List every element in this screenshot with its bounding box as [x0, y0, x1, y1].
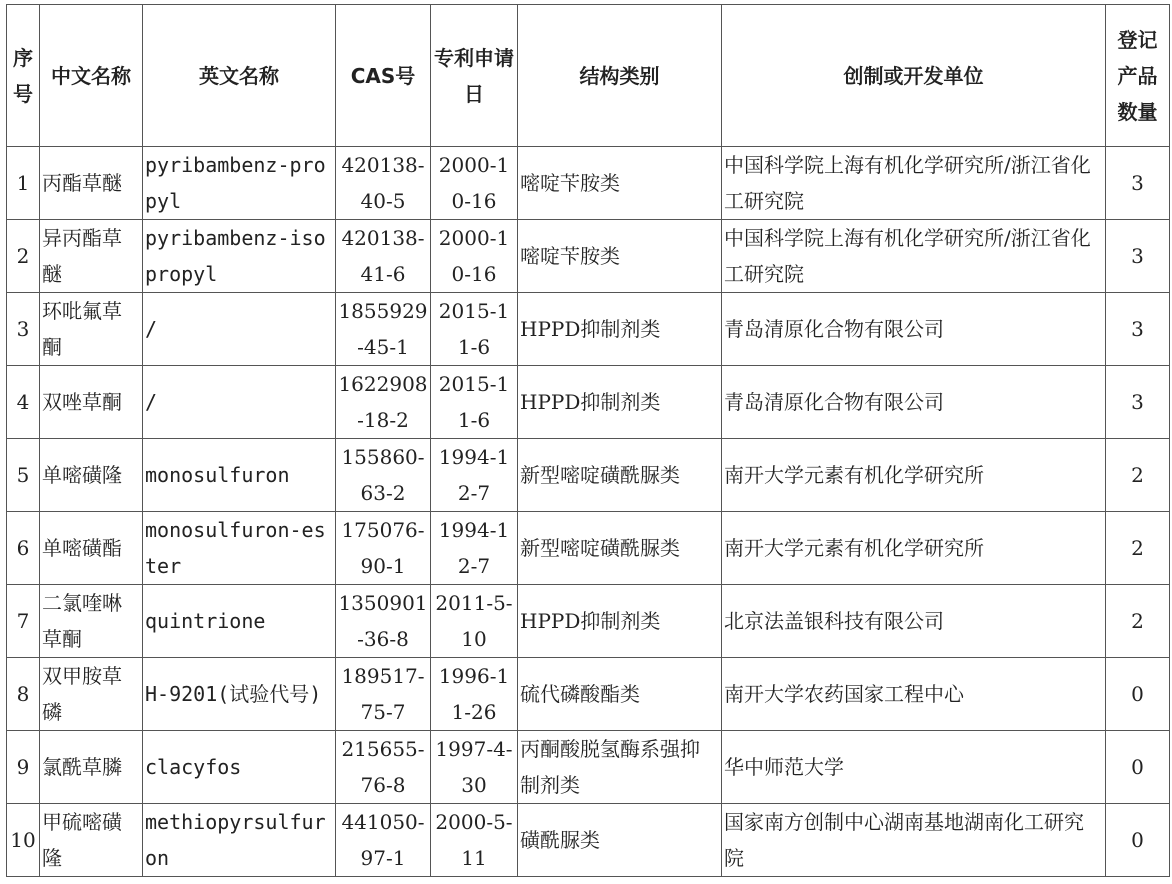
table-row: [7, 658, 1170, 731]
cell-patent-date: 1994-12-7: [431, 439, 518, 512]
table-row: [7, 293, 1170, 366]
cell-organization: 南开大学元素有机化学研究所: [722, 512, 1106, 585]
cell-cas: 441050-97-1: [336, 804, 431, 877]
cell-organization: 中国科学院上海有机化学研究所/浙江省化工研究院: [722, 220, 1106, 293]
table-body: [7, 147, 1170, 877]
cell-no: 4: [7, 366, 40, 439]
cell-no: 3: [7, 293, 40, 366]
cell-cn-name: 单嘧磺酯: [40, 512, 143, 585]
cell-patent-date: 2015-11-6: [431, 366, 518, 439]
cell-cas: 1855929-45-1: [336, 293, 431, 366]
cell-count: 3: [1106, 147, 1170, 220]
cell-count: 2: [1106, 585, 1170, 658]
cell-patent-date: 2011-5-10: [431, 585, 518, 658]
cell-organization: 青岛清原化合物有限公司: [722, 293, 1106, 366]
cell-organization: 中国科学院上海有机化学研究所/浙江省化工研究院: [722, 147, 1106, 220]
table-row: [7, 512, 1170, 585]
cell-patent-date: 1996-11-26: [431, 658, 518, 731]
cell-patent-date: 2000-10-16: [431, 147, 518, 220]
cell-cn-name: 二氯喹啉草酮: [40, 585, 143, 658]
cell-structure: HPPD抑制剂类: [518, 293, 722, 366]
cell-cn-name: 单嘧磺隆: [40, 439, 143, 512]
cell-count: 2: [1106, 439, 1170, 512]
cell-cn-name: 双唑草酮: [40, 366, 143, 439]
cell-patent-date: 1994-12-7: [431, 512, 518, 585]
cell-cas: 215655-76-8: [336, 731, 431, 804]
cell-structure: 嘧啶苄胺类: [518, 220, 722, 293]
cell-en-name: /: [143, 366, 336, 439]
cell-no: 7: [7, 585, 40, 658]
cell-en-name: clacyfos: [143, 731, 336, 804]
cell-organization: 青岛清原化合物有限公司: [722, 366, 1106, 439]
cell-cas: 1622908-18-2: [336, 366, 431, 439]
cell-patent-date: 2015-11-6: [431, 293, 518, 366]
cell-organization: 国家南方创制中心湖南基地湖南化工研究院: [722, 804, 1106, 877]
cell-patent-date: 2000-10-16: [431, 220, 518, 293]
cell-cas: 420138-40-5: [336, 147, 431, 220]
cell-structure: 硫代磷酸酯类: [518, 658, 722, 731]
cell-structure: 新型嘧啶磺酰脲类: [518, 439, 722, 512]
cell-en-name: quintrione: [143, 585, 336, 658]
header-row: [7, 5, 1170, 147]
cell-cn-name: 双甲胺草磷: [40, 658, 143, 731]
cell-no: 5: [7, 439, 40, 512]
cell-no: 8: [7, 658, 40, 731]
table-row: [7, 366, 1170, 439]
cell-organization: 北京法盖银科技有限公司: [722, 585, 1106, 658]
header-cas: CAS号: [336, 5, 431, 147]
cell-count: 0: [1106, 731, 1170, 804]
table-row: [7, 439, 1170, 512]
cell-en-name: methiopyrsulfuron: [143, 804, 336, 877]
cell-count: 2: [1106, 512, 1170, 585]
cell-count: 3: [1106, 366, 1170, 439]
cell-en-name: /: [143, 293, 336, 366]
cell-count: 3: [1106, 220, 1170, 293]
cell-cas: 420138-41-6: [336, 220, 431, 293]
header-cn-name: 中文名称: [40, 5, 143, 147]
cell-patent-date: 1997-4-30: [431, 731, 518, 804]
cell-count: 0: [1106, 658, 1170, 731]
cell-en-name: monosulfuron: [143, 439, 336, 512]
cell-cn-name: 丙酯草醚: [40, 147, 143, 220]
cell-structure: 丙酮酸脱氢酶系强抑制剂类: [518, 731, 722, 804]
cell-count: 3: [1106, 293, 1170, 366]
cell-cn-name: 甲硫嘧磺隆: [40, 804, 143, 877]
cell-en-name: monosulfuron-ester: [143, 512, 336, 585]
cell-cas: 175076-90-1: [336, 512, 431, 585]
cell-structure: 嘧啶苄胺类: [518, 147, 722, 220]
header-patent-date: 专利申请日: [431, 5, 518, 147]
cell-cn-name: 氯酰草膦: [40, 731, 143, 804]
cell-patent-date: 2000-5-11: [431, 804, 518, 877]
cell-structure: HPPD抑制剂类: [518, 585, 722, 658]
cell-cas: 189517-75-7: [336, 658, 431, 731]
cell-organization: 南开大学农药国家工程中心: [722, 658, 1106, 731]
table-row: [7, 220, 1170, 293]
header-en-name: 英文名称: [143, 5, 336, 147]
cell-structure: HPPD抑制剂类: [518, 366, 722, 439]
cell-cas: 1350901-36-8: [336, 585, 431, 658]
cell-en-name: H-9201(试验代号): [143, 658, 336, 731]
cell-no: 1: [7, 147, 40, 220]
cell-cn-name: 环吡氟草酮: [40, 293, 143, 366]
header-count: 登记产品数量: [1106, 5, 1170, 147]
cell-no: 9: [7, 731, 40, 804]
table-row: [7, 731, 1170, 804]
table-row: [7, 585, 1170, 658]
cell-count: 0: [1106, 804, 1170, 877]
cell-structure: 磺酰脲类: [518, 804, 722, 877]
cell-organization: 南开大学元素有机化学研究所: [722, 439, 1106, 512]
table-row: [7, 147, 1170, 220]
header-structure: 结构类别: [518, 5, 722, 147]
header-no: 序号: [7, 5, 40, 147]
cell-cn-name: 异丙酯草醚: [40, 220, 143, 293]
cell-structure: 新型嘧啶磺酰脲类: [518, 512, 722, 585]
cell-no: 10: [7, 804, 40, 877]
herbicide-table: [6, 4, 1170, 877]
cell-no: 6: [7, 512, 40, 585]
cell-en-name: pyribambenz-isopropyl: [143, 220, 336, 293]
cell-cas: 155860-63-2: [336, 439, 431, 512]
cell-organization: 华中师范大学: [722, 731, 1106, 804]
cell-en-name: pyribambenz-propyl: [143, 147, 336, 220]
cell-no: 2: [7, 220, 40, 293]
header-organization: 创制或开发单位: [722, 5, 1106, 147]
table-row: [7, 804, 1170, 877]
